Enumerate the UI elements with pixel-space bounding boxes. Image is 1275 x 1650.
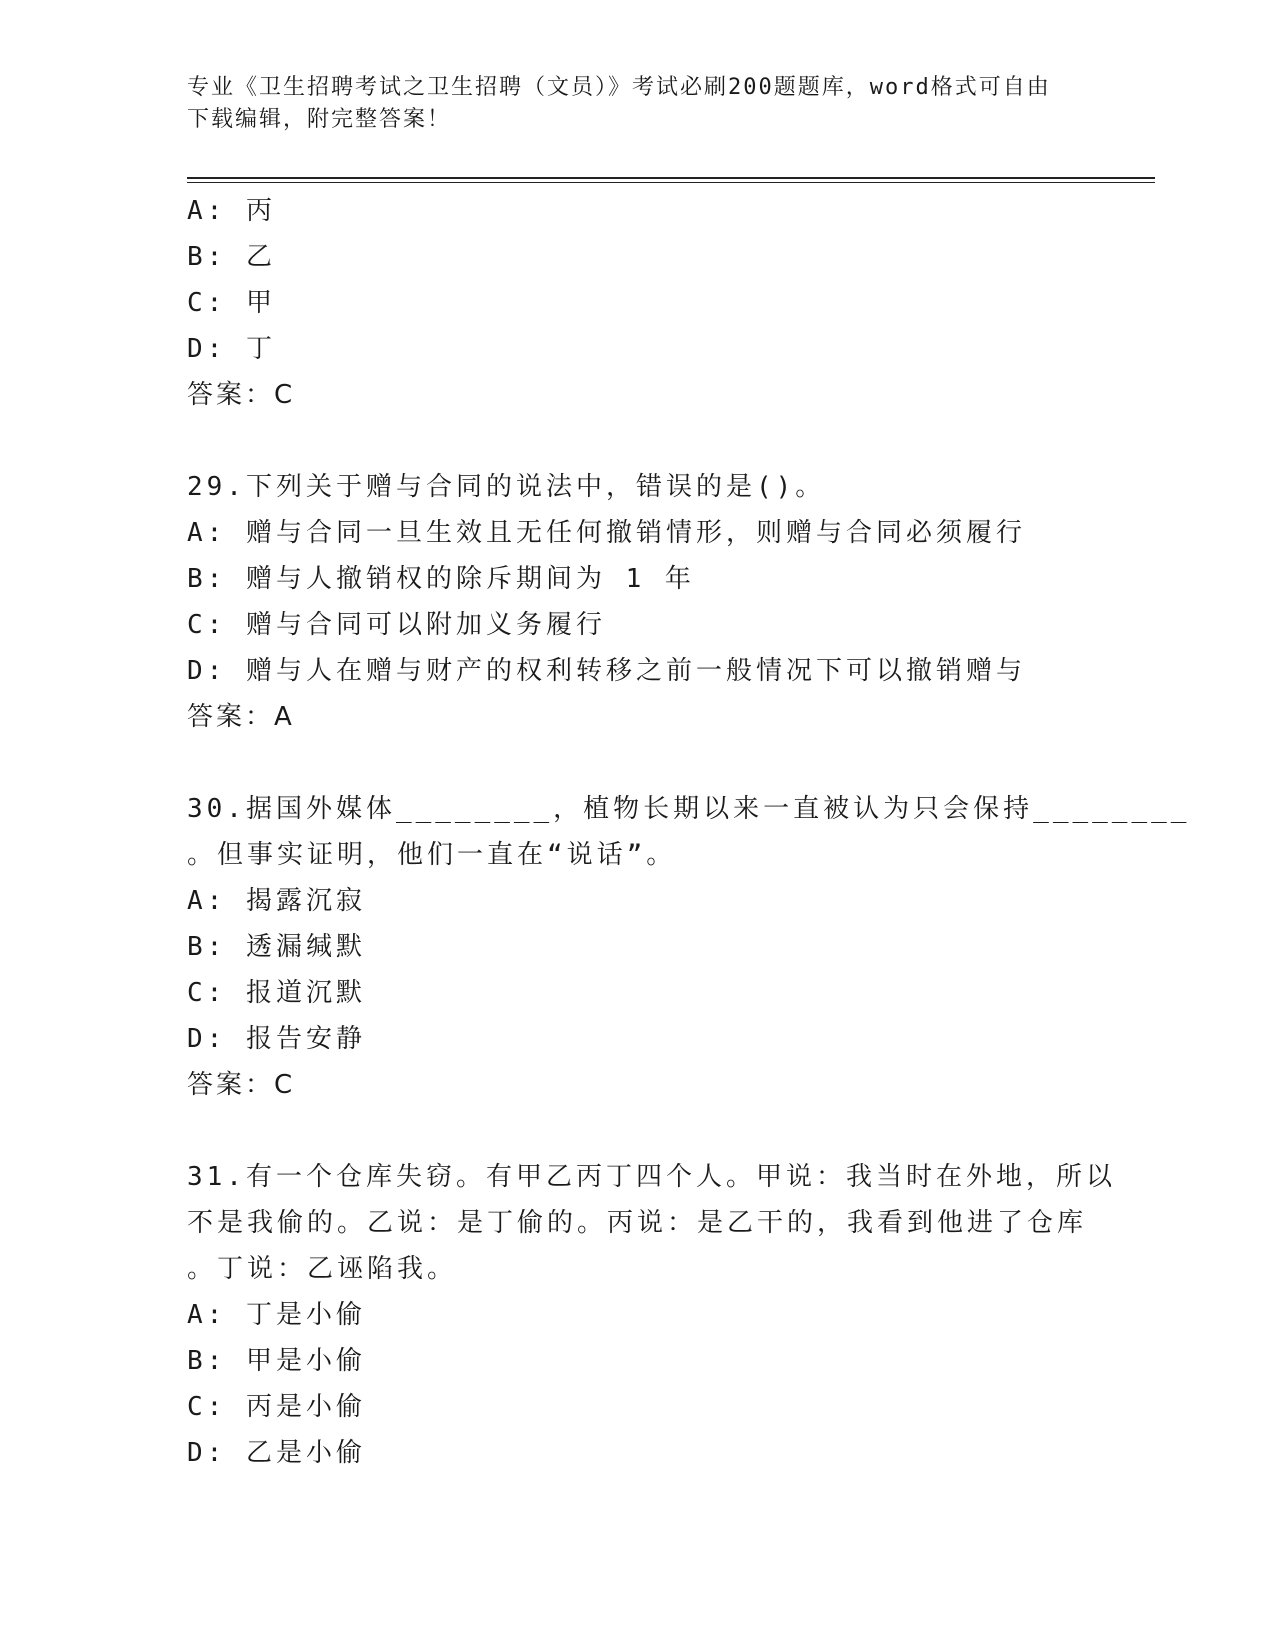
option-b xyxy=(187,556,1087,602)
question-stem: 31.有一个仓库失窃。有甲乙丙丁四个人。甲说：我当时在外地，所以 xyxy=(187,1162,1116,1192)
option-c xyxy=(187,1384,1087,1430)
option-label: D: xyxy=(187,334,227,364)
option-label: C: xyxy=(187,1392,227,1422)
option-text: 透漏缄默 xyxy=(245,932,366,962)
option-text: 丙 xyxy=(245,196,276,226)
answer: 答案：C xyxy=(187,380,296,410)
header-divider-thin xyxy=(187,182,1155,183)
option-text: 赠与人撤销权的除斥期间为 1 年 xyxy=(245,564,695,594)
option-text: 揭露沉寂 xyxy=(245,886,366,916)
option-label: D: xyxy=(187,1024,227,1054)
answer: 答案：C xyxy=(187,1070,296,1100)
option-text: 丁 xyxy=(245,334,276,364)
option-text: 丁是小偷 xyxy=(245,1300,366,1330)
option-label: C: xyxy=(187,610,227,640)
option-d xyxy=(187,1016,1087,1062)
option-a xyxy=(187,510,1087,556)
option-d xyxy=(187,648,1087,694)
option-a xyxy=(187,188,1087,234)
option-c xyxy=(187,970,1087,1016)
question-stem-continued: 。丁说：乙诬陷我。 xyxy=(187,1254,458,1284)
option-b xyxy=(187,1338,1087,1384)
answer: 答案：A xyxy=(187,702,295,732)
document-header: 专业《卫生招聘考试之卫生招聘（文员）》考试必刷200题题库，word格式可自由下载编辑，附完整答案！ xyxy=(187,75,1051,132)
option-b xyxy=(187,234,1087,280)
option-a xyxy=(187,878,1087,924)
option-text: 赠与合同可以附加义务履行 xyxy=(245,610,606,640)
option-text: 甲是小偷 xyxy=(245,1346,366,1376)
option-label: C: xyxy=(187,978,227,1008)
option-d xyxy=(187,1430,1087,1476)
option-label: B: xyxy=(187,242,227,272)
option-text: 丙是小偷 xyxy=(245,1392,366,1422)
option-text: 甲 xyxy=(245,288,276,318)
question-31 xyxy=(187,1154,1116,1476)
option-d xyxy=(187,326,1087,372)
option-text: 乙 xyxy=(245,242,276,272)
option-text: 报告安静 xyxy=(245,1024,366,1054)
question-stem-continued: 不是我偷的。乙说：是丁偷的。丙说：是乙干的，我看到他进了仓库 xyxy=(187,1208,1088,1238)
question-30 xyxy=(187,786,1191,1108)
option-label: C: xyxy=(187,288,227,318)
option-text: 赠与合同一旦生效且无任何撤销情形，则赠与合同必须履行 xyxy=(245,518,1026,548)
option-label: A: xyxy=(187,886,227,916)
option-label: A: xyxy=(187,518,227,548)
option-text: 赠与人在赠与财产的权利转移之前一般情况下可以撤销赠与 xyxy=(245,656,1026,686)
option-label: A: xyxy=(187,1300,227,1330)
option-label: D: xyxy=(187,656,227,686)
question-28 xyxy=(187,188,1087,418)
question-stem: 30.据国外媒体________，植物长期以来一直被认为只会保持________ xyxy=(187,794,1191,824)
option-label: B: xyxy=(187,1346,227,1376)
question-stem: 29.下列关于赠与合同的说法中，错误的是()。 xyxy=(187,472,826,502)
option-label: A: xyxy=(187,196,227,226)
option-text: 报道沉默 xyxy=(245,978,366,1008)
option-c xyxy=(187,280,1087,326)
option-label: D: xyxy=(187,1438,227,1468)
header-divider-thick xyxy=(187,177,1155,179)
question-29 xyxy=(187,464,1087,740)
option-label: B: xyxy=(187,932,227,962)
option-b xyxy=(187,924,1087,970)
option-a xyxy=(187,1292,1087,1338)
option-label: B: xyxy=(187,564,227,594)
question-list xyxy=(187,188,1191,1476)
option-text: 乙是小偷 xyxy=(245,1438,366,1468)
question-stem-continued: 。但事实证明，他们一直在“说话”。 xyxy=(187,840,677,870)
option-c xyxy=(187,602,1087,648)
